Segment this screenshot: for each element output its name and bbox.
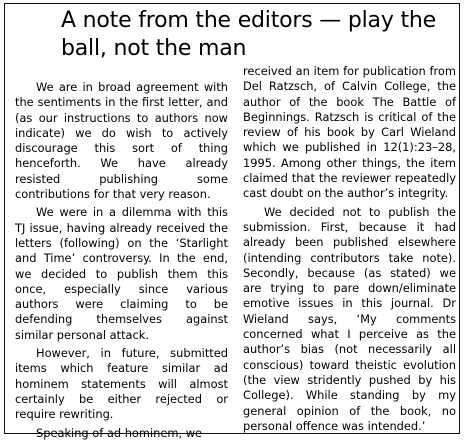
left-column bbox=[15, 80, 228, 441]
paragraph: We are in broad agreement with the sentiments in the first letter, and (as our instructions to authors now indicate) we do wish to actively discourage this sort of thing henceforth. We have already resisted publishing some contributions for that very reason. bbox=[15, 80, 228, 202]
editors-note-box bbox=[4, 3, 460, 440]
paragraph: We were in a dilemma with this TJ issue, having already received the letters (following) on the ‘Starlight and Time’ controversy. In the end, we decided to publish them this once, especially since various authors were claiming to be defending themselves against similar personal attack. bbox=[15, 205, 228, 342]
paragraph: Speaking of ad hominem, we bbox=[36, 425, 203, 440]
paragraph: received an item for publication from Del Ratzsch, of Calvin College, the author of the book The Battle of Beginnings. Ratzsch is critical of the review of his book by Carl Wieland which we published in 12(1):23–28, 1995. Among other things, the item claimed that the reviewer repeatedly cast doubt on the author’s integrity. bbox=[243, 64, 456, 201]
right-column bbox=[243, 64, 456, 434]
paragraph: However, in future, submitted items which feature similar ad hominem statements will almost certainly be either rejected or require rewriting. bbox=[15, 346, 228, 422]
paragraph: We decided not to publish the submission. First, because it had already been published elsewhere (intending contributors take note). Secondly, because (as stated) we are trying to pare down/eliminate emotive issues in this journal. Dr Wieland says, ‘My comments concerned what I perceive as the author’s bias (not necessarily all conscious) toward theistic evolution (the view stridently pushed by his College). While standing by my general opinion of the book, no personal offence was intended.’ bbox=[243, 204, 456, 433]
article-title: A note from the editors — play the ball, not the man bbox=[61, 8, 436, 61]
